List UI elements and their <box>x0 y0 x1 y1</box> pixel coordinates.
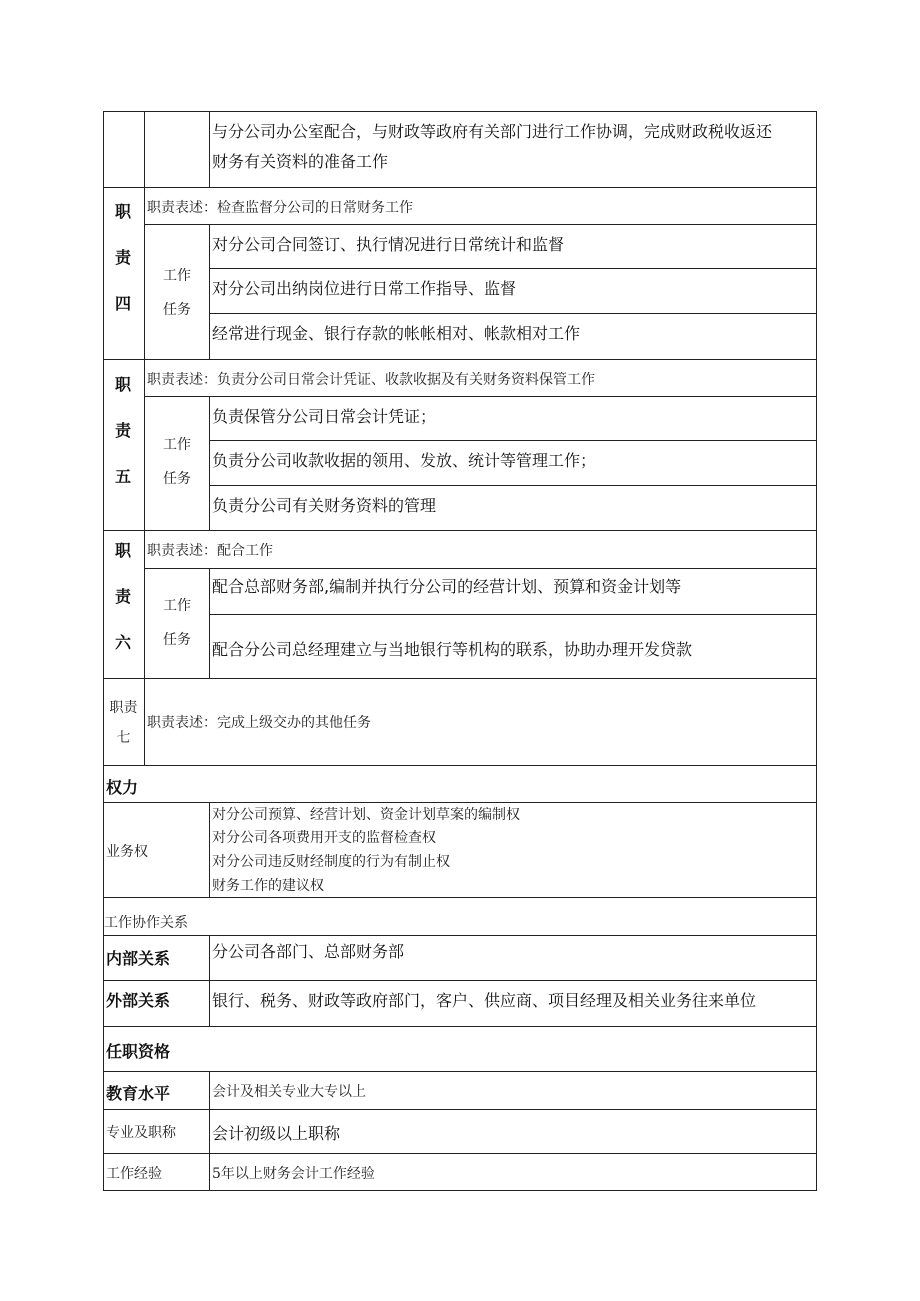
row-divider <box>103 1026 817 1027</box>
job-description-table <box>103 111 817 1191</box>
duty4-task-2: 对分公司出纳岗位进行日常工作指导、监督 <box>212 279 517 298</box>
table-border-bottom <box>103 1190 817 1191</box>
row-divider <box>103 802 817 803</box>
external-relations-label: 外部关系 <box>106 991 171 1010</box>
row-divider <box>144 568 817 569</box>
table-border-right <box>816 111 817 1191</box>
row-divider <box>209 614 817 615</box>
experience-label: 工作经验 <box>106 1166 162 1182</box>
duty6-task-2: 配合分公司总经理建立与当地银行等机构的联系，协助办理开发贷款 <box>212 640 693 659</box>
row-divider <box>209 440 817 441</box>
duty5-label: 职 责 五 <box>114 375 131 486</box>
duty5-description: 职责表述：负责分公司日常会计凭证、收款收据及有关财务资料保管工作 <box>147 372 595 388</box>
row-divider <box>103 359 817 360</box>
row-divider <box>103 1153 817 1154</box>
row-divider <box>103 935 817 936</box>
duty5-task-2: 负责分公司收款收据的领用、发放、统计等管理工作； <box>212 451 597 470</box>
duty5-task-3: 负责分公司有关财务资料的管理 <box>212 496 437 515</box>
duty6-label: 职 责 六 <box>114 541 131 652</box>
qualifications-heading: 任职资格 <box>106 1042 171 1061</box>
relations-heading: 工作协作关系 <box>104 915 188 931</box>
duty6-task-label: 工作 任务 <box>163 598 191 648</box>
duty6-description: 职责表述：配合工作 <box>147 543 273 559</box>
row-divider <box>103 678 817 679</box>
authority-item: 对分公司预算、经营计划、资金计划草案的编制权 <box>212 807 520 823</box>
major-label: 专业及职称 <box>106 1125 176 1141</box>
column-divider <box>209 802 210 898</box>
column-divider <box>209 1071 210 1191</box>
row-divider <box>209 485 817 486</box>
row-divider <box>144 224 817 225</box>
duty3-task-line1: 与分公司办公室配合，与财政等政府有关部门进行工作协调，完成财政税收返还 <box>212 122 773 141</box>
row-divider <box>209 268 817 269</box>
column-divider <box>209 568 210 679</box>
row-divider <box>103 1109 817 1110</box>
authority-item: 对分公司各项费用开支的监督检查权 <box>212 830 436 846</box>
duty4-task-label: 工作 任务 <box>163 268 191 318</box>
column-divider <box>209 935 210 1027</box>
row-divider <box>103 187 817 188</box>
row-divider <box>103 980 817 981</box>
table-border-top <box>103 111 817 112</box>
row-divider <box>103 530 817 531</box>
duty7-label-line1: 职责 <box>109 700 138 716</box>
education-value: 会计及相关专业大专以上 <box>212 1084 366 1100</box>
duty5-task-1: 负责保管分公司日常会计凭证； <box>212 407 437 426</box>
column-divider <box>209 396 210 531</box>
major-value: 会计初级以上职称 <box>212 1124 341 1143</box>
row-divider <box>103 765 817 766</box>
internal-relations-value: 分公司各部门、总部财务部 <box>212 942 405 961</box>
duty4-task-3: 经常进行现金、银行存款的帐帐相对、帐款相对工作 <box>212 324 581 343</box>
duty4-label: 职 责 四 <box>114 202 131 313</box>
row-divider <box>103 1071 817 1072</box>
duty4-task-1: 对分公司合同签订、执行情况进行日常统计和监督 <box>212 235 565 254</box>
column-divider <box>209 224 210 360</box>
duty3-task-line2: 财务有关资料的准备工作 <box>212 152 389 171</box>
duty6-task-1: 配合总部财务部,编制并执行分公司的经营计划、预算和资金计划等 <box>212 577 682 596</box>
column-divider <box>209 111 210 187</box>
authority-item: 财务工作的建议权 <box>212 878 324 894</box>
authority-heading: 权力 <box>106 778 139 797</box>
duty5-task-label: 工作 任务 <box>163 437 191 487</box>
experience-value: 5年以上财务会计工作经验 <box>212 1166 375 1182</box>
duty4-description: 职责表述：检查监督分公司的日常财务工作 <box>147 200 413 216</box>
authority-item: 对分公司违反财经制度的行为有制止权 <box>212 854 450 870</box>
internal-relations-label: 内部关系 <box>106 949 171 968</box>
external-relations-value: 银行、税务、财政等政府部门，客户、供应商、项目经理及相关业务往来单位 <box>212 991 757 1010</box>
row-divider <box>103 897 817 898</box>
business-authority-label: 业务权 <box>106 844 148 860</box>
duty7-label-line2: 七 <box>116 730 131 746</box>
row-divider <box>209 313 817 314</box>
row-divider <box>144 396 817 397</box>
duty7-description: 职责表述：完成上级交办的其他任务 <box>147 715 371 731</box>
education-label: 教育水平 <box>106 1084 171 1103</box>
